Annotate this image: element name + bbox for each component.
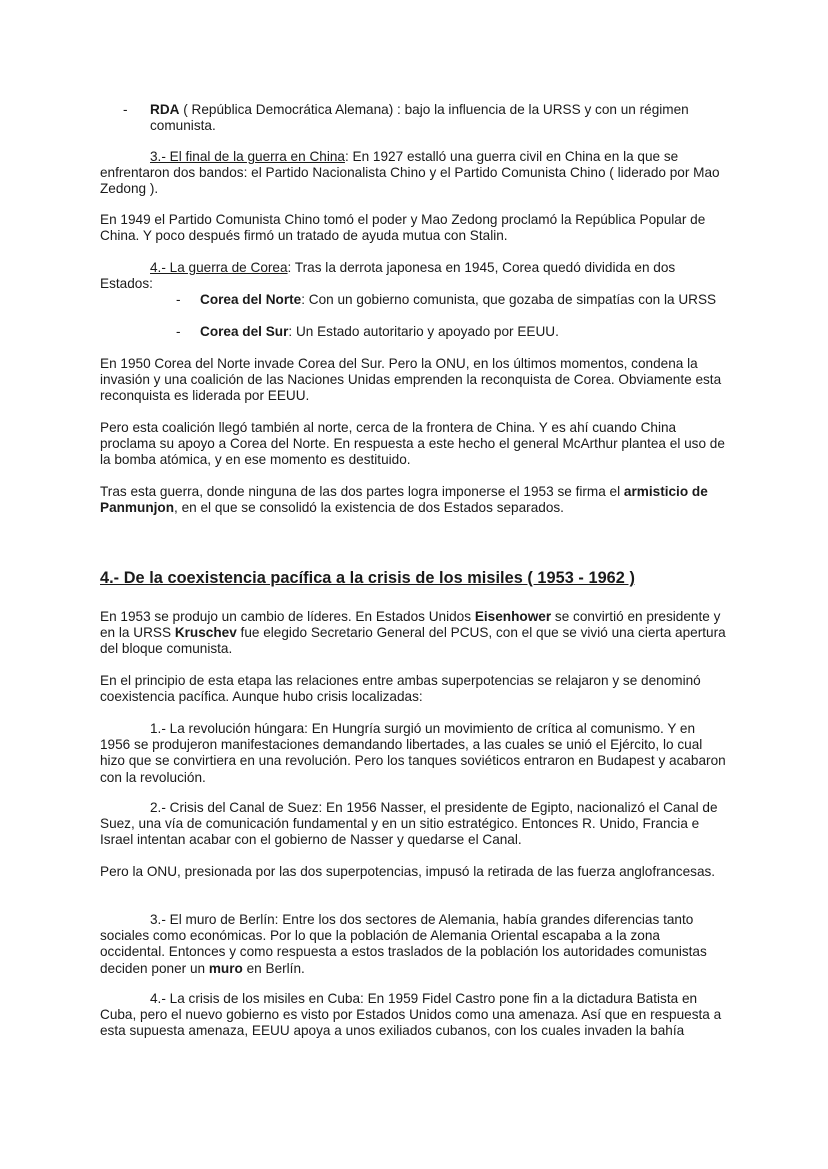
armisticio-term: armisticio de Panmunjon xyxy=(100,484,708,516)
berlin-after: en Berlín. xyxy=(242,960,305,976)
berlin-text: 3.- El muro de Berlín: Entre los dos sectores de Alemania, había grandes diferencias tanto sociales como económicas. Por lo que la población de Alemania Oriental escapaba a la zona occidental. Entonces y como respuesta a estos traslados de la población los autoridades comunistas deciden poner un xyxy=(100,912,707,976)
suez-paragraph: 2.- Crisis del Canal de Suez: En 1956 Nasser, el presidente de Egipto, nacionalizó el Canal de Suez, una vía de comunicación fundamental y en un sitio estratégico. Entonces R. Unido, Francia e Israel intentan acabar con el gobierno de Nasser y quedarse el Canal. xyxy=(100,800,718,848)
lideres-paragraph xyxy=(100,609,728,658)
corea-heading: 4.- La guerra de Corea xyxy=(150,260,288,275)
corea-sur-text: : Un Estado autoritario y apoyado por EEUU. xyxy=(288,324,559,339)
bullet-dash: - xyxy=(123,102,128,117)
armisticio-before: Tras esta guerra, donde ninguna de las dos partes logra imponerse el 1953 se firma el xyxy=(100,484,624,499)
corea-paragraph xyxy=(100,260,728,292)
lideres-text-c: se convirtió en presidente y en la URSS xyxy=(100,609,721,641)
corea-norte-term: Corea del Norte xyxy=(200,292,302,307)
eisenhower-term: Eisenhower xyxy=(474,609,552,624)
lideres-text-d: fue elegido Secretario General del PCUS, con el que se vivió una cierta apertura del bloque comunista. xyxy=(100,625,726,657)
corea-norte-item xyxy=(200,292,720,308)
muro-term: muro xyxy=(208,960,243,976)
p1949-paragraph: En 1949 el Partido Comunista Chino tomó el poder y Mao Zedong proclamó la República Popular de China. Y poco después firmó un tratado de ayuda mutua con Stalin. xyxy=(100,212,706,244)
corea-sur-term: Corea del Sur xyxy=(200,324,289,339)
cuba-paragraph: 4.- La crisis de los misiles en Cuba: En 1959 Fidel Castro pone fin a la dictadura Batista en Cuba, pero el nuevo gobierno es visto por Estados Unidos como una amenaza. Así que en respuesta a esta supuesta amenaza, EEUU apoya a unos exiliados cubanos, con los cuales invaden la bahía xyxy=(100,991,722,1039)
rda-paragraph xyxy=(150,102,730,134)
lideres-text-a: En 1953 se produjo un cambio de líderes. En Estados Unidos xyxy=(100,609,475,624)
rda-term: RDA xyxy=(150,102,180,117)
china-text: : En 1927 estalló una guerra civil en China en la que se enfrentaron dos bandos: el Partido Nacionalista Chino y el Partido Comunista Chino ( liderado por Mao Zedong ). xyxy=(100,149,720,197)
corea-text: : Tras la derrota japonesa en 1945, Corea quedó dividida en dos Estados: xyxy=(100,260,676,292)
china-heading: 3.- El final de la guerra en China xyxy=(150,149,345,164)
kruschev-term: Kruschev xyxy=(174,625,237,641)
armisticio-paragraph xyxy=(100,484,728,516)
berlin-paragraph xyxy=(100,912,728,977)
armisticio-after: , en el que se consolidó la existencia de dos Estados separados. xyxy=(174,500,564,516)
corea-sur-item xyxy=(200,324,720,340)
coexistencia-paragraph: En el principio de esta etapa las relaciones entre ambas superpotencias se relajaron y se denominó coexistencia pacífica. Aunque hubo crisis localizadas: xyxy=(100,673,701,705)
section-title: 4.- De la coexistencia pacífica a la crisis de los misiles ( 1953 - 1962 ) xyxy=(100,569,635,587)
p1950-paragraph: En 1950 Corea del Norte invade Corea del Sur. Pero la ONU, en los últimos momentos, condena la invasión y una coalición de las Naciones Unidas emprenden la reconquista de Corea. Obviamente esta reconquista es liderada por EEUU. xyxy=(100,356,722,404)
coalicion-paragraph: Pero esta coalición llegó también al norte, cerca de la frontera de China. Y es ahí cuando China proclama su apoyo a Corea del Norte. En respuesta a este hecho el general McArthur plantea el uso de la bomba atómica, y en ese momento es destituido. xyxy=(100,420,725,468)
bullet-dash: - xyxy=(176,324,181,339)
bullet-dash: - xyxy=(176,292,181,307)
china-paragraph xyxy=(100,149,728,198)
onu-paragraph: Pero la ONU, presionada por las dos superpotencias, impusó la retirada de las fuerza anglofrancesas. xyxy=(100,864,716,879)
rda-text: ( República Democrática Alemana) : bajo la influencia de la URSS y con un régimen comunista. xyxy=(150,102,689,134)
hungara-paragraph: 1.- La revolución húngara: En Hungría surgió un movimiento de crítica al comunismo. Y en 1956 se produjeron manifestaciones demandando libertades, a las cuales se unió el Ejército, lo cual hizo que se convirtiera en una revolución. Pero los tanques soviéticos entraron en Budapest y acabaron con la revolución. xyxy=(100,721,726,785)
corea-norte-text: : Con un gobierno comunista, que gozaba de simpatías con la URSS xyxy=(301,292,717,307)
